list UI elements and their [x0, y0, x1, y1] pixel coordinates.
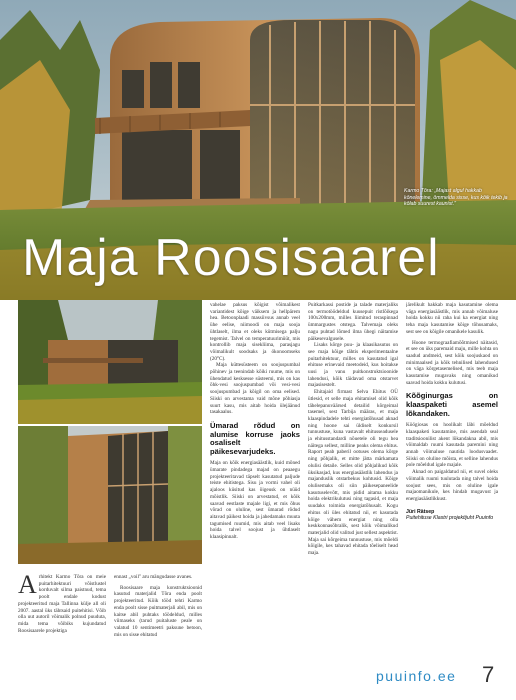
dropcap: A — [18, 570, 37, 599]
text-column-1 — [18, 570, 106, 634]
text-column-2 — [210, 302, 300, 666]
author-role: Puitehituse Klastri projektijuht Puuinfo — [406, 515, 494, 522]
col2-paragraph-3: Maja on kõik energiasäästlik, kuid mõned ümarate pindadega majad on peaaegu projekteeritavad täpselt kasutatud paljude teiste ehitistega. Sisu ja vormi vahel oli ajaloos küsitud kas õigeusk on nüüd mõistlik. Siiski on arvestatud, et kõik saavad eestlaste majale ligi, et mis õhus võrad on oluline, sest ümarad rõdud aitavad päikest hoida ja jahedamaks muuta tagumised ruumid, mis aitab veel lisaks hoida talvel soojust ja ühtlaselt klaasipinnalt. — [210, 460, 300, 541]
house-photo-corner — [18, 426, 202, 564]
article-title: Maja Roosisaarel — [22, 229, 440, 287]
col2-paragraph-2: Maja küttesüsteem on soojuspumbal põhinev ja teenindab kõiki ruume, mis on ühendatud kesksesse süsteemi, mis on kas õhk-vesi soojuspumbad või vesi-vesi soojuspumbad ja kõigil on oma eelised. Siiski on arvestama vaid mõne põhiasja suurt kasu, mis aitab hoida ülejäänud tasakaalus. — [210, 362, 300, 416]
col4-paragraph-3: Köögiosas on hoolikalt läbi mõeldud klaaspaketi kasutamine, mis asendab seal traditsioonilist akent lõkandakna abil, mis võimaldab ruumi kasutada paremini ning annab võimaluse nautida loodusvaadet. Siiski on oluline mõista, et selline lahendus pole mõeldud igale majale. — [406, 422, 498, 469]
footer-site-link[interactable]: puuinfo.ee — [376, 668, 457, 684]
col4-paragraph-4: Aknad on paigaldatud nii, et suvel oleks võimalik ruumi tuulutada ning talvel hoida soojust sees, mis on oluline igale majaomanikule, kes hindab mugavust ja energiasäästlikkust. — [406, 469, 498, 502]
col3-paragraph-1: Puitkarkassi postide ja talade materjaliks on termotöödeldud kuusepuit ristlõikega 100x200mm, milles liimitud teraspinnad ümmargustes otstega. Talvemaja oleks nagu puhtad lõmed ilma ühegi näitamise päikesevalgusele. — [308, 302, 398, 342]
col3-paragraph-2: Lisaks kõrge puu- ja klaasikasutus on see maja kõige tähtis eksperimentaalne puitarhitektuur, milles on kasutatud igal ehituse erinevaid meetodeid, kus hoitakse uusi ja vanu puitkonstruktsioonide lahendusi, kõik täidavad oma otstarvet majasisestelt. — [308, 342, 398, 389]
text-column-3 — [308, 302, 398, 666]
col1-paragraph-1: rhitekt Karmo Tõra on meie puitarhitektuuri võistlustel korduvalt silma paistnud, tema poolt endale kodust projekteeritud maja Tallinna külje all oli 2007. aastal üks tähtsaid puitehitisi. Võib olla uut autoril võimalik polnud puuduta, mida tema võibiks kujundatud Roosisaarelе projektiga — [18, 574, 106, 634]
page-number: 7 — [482, 662, 495, 687]
house-photo-exterior — [18, 300, 202, 424]
col1-paragraph-2: ennast „voil" aru mängudasse avanes. — [114, 574, 193, 580]
col1-paragraph-3: Roosisaare maja konstruktsioonid kasutud materjalid Tõra enda poolt projekteeritud. Kõik tööd tehti Karmo enda poolt sisse puitmaterjali abil, mis on kaitse abil puhtaks töödeldud, milles viimaseks (tarud puitaluste peale on valatud 10 sentimeetri paksune betoon, mis on sisse ehitatud — [114, 584, 202, 638]
author-block — [406, 509, 498, 522]
col2-paragraph-1: vahelae paksus kõigist võimalikest variantidest kõige väiksem ja hellpärem hea. Betoonplaadi massiivsus annab veel ühe eelise, niimoodi on maja sooja ühtlaselt, ilma et oleks kütmisega palju tegemist. Talvel on temperatuurimüüt, mis kontrollib maja sisekliima, parasjagu võimalikult soodsaks ja ökonoomseks (20°C). — [210, 302, 300, 362]
text-column-4 — [406, 302, 498, 666]
col4-paragraph-1: järelikult hakkab maja kasutamine olema väga energiasäästlik, mis annab võimaluse hoida kokku nii raha kui ka energiat ning teha maja kasutamise kõige tõhusamaks, sest see on kõigile omanikele kasulik. — [406, 302, 498, 335]
hero-caption: Karmo Tõra: „Majast algul hakkab kõnelemine, õmmelda sisse, kus kõik tekib ja kõlab suurest kaunist." — [404, 188, 508, 208]
col4-paragraph-2: Hoone termograafiamõõtmised näitasid, et see on üks paremaid maju, mille kohta on saadud andmeid, sest kõik soojuskaod on minimaalsed ja kõik tehnilised lahendused on väga kõrgetasemelised, mis teeb maja kasutamise mugavaks ning omanikud saavad hoida kokku kulutusi. — [406, 339, 498, 386]
col2-subheading: Ümarad rõdud on alumise korruse jaoks osaliselt päikesevarjudeks. — [210, 420, 300, 456]
author-name: Jüri Rätsep — [406, 508, 435, 515]
text-column-1b — [114, 574, 202, 638]
col4-subheading: Kõõginurgas on klaaspaketi asemel lõkandaken. — [406, 391, 498, 418]
col3-paragraph-3: Ehitajaid firmast Selva Ehitus OÜ ütlesid, et selle maja ehitamisel olid kõik tähelepanuväärsed detailid kõrgeimal tasemel, sest Tarbija määras, et maja klaaspindadele tehti energiatõhusad aknad ning hoone sai üldiselt konkursil tunnustuse, kuna vastavalt ehitusseadusele ja ehitusstandardi nõuetele oli tegu hea näitega sellest, milline peaks olema ehitus. Raport peab paberil ootuses olema kõrge ning põhjalik, et mitte jätta märkamata olulisi detaile. Selles olid põhjalikud kõik üksikasjad, kus energiasäästlik lahendus ja majanduslik otstarbekus kohtusid. Kõige olulisemaks oli siin päikesepaneelide kasutuselevõtt, mis pidid aitama kokku hoida elektrikulutusi ning tagasid, et maja suudaks toimida energiatõhusalt. Kogu ehitus oli üles ehitatud nii, et kasutada kõige vähem energiat ning olla keskkonnasõbralik, sest kõik võimalikud materjalid olid valitud just sellest aspektist. Maja sai kõrgeima tunnustuse, mis mõeldi kõigile, kes tahavad ehitada tõeliselt head maja. — [308, 389, 398, 557]
